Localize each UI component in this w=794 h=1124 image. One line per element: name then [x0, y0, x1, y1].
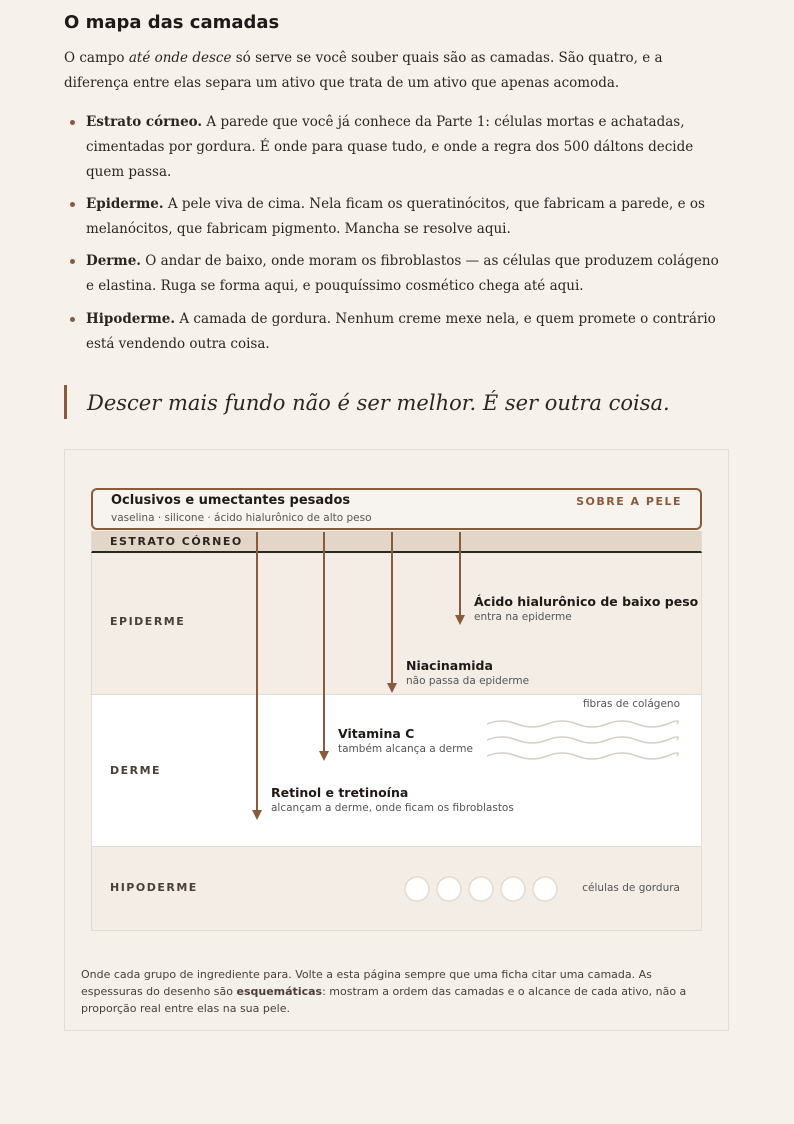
active-label-retinol [271, 785, 514, 814]
layer-label-epiderme: EPIDERME [110, 615, 186, 628]
active-name: Ácido hialurônico de baixo peso [474, 594, 699, 609]
fat-cells [405, 877, 557, 901]
list-term: Derme. [86, 253, 141, 269]
fat-cell [469, 877, 493, 901]
active-label-niacinamida [406, 658, 529, 687]
layer-label-derme: DERME [110, 764, 162, 777]
collagen-fiber [487, 753, 678, 759]
collagen-fiber [487, 737, 678, 743]
skin-layers-diagram [64, 449, 729, 1031]
layer-label-hipoderme: HIPODERME [110, 881, 198, 894]
fat-cells-label: células de gordura [582, 882, 680, 894]
surface-subtitle: vaselina · silicone · ácido hialurônico de alto peso [111, 512, 372, 524]
layer-label-corneo: ESTRATO CÓRNEO [110, 535, 243, 548]
active-label-acido-hialuronico [474, 594, 698, 623]
surface-tag: SOBRE A PELE [576, 495, 682, 508]
list-text: A pele viva de cima. Nela ficam os queratinócitos, que fabricam a parede, e os melanócitos, que fabricam pigmento. Mancha se resolve aqui. [86, 196, 705, 237]
list-text: O andar de baixo, onde moram os fibroblastos — as células que produzem colágeno e elastina. Ruga se forma aqui, e pouquíssimo cosmético chega até aqui. [86, 253, 719, 294]
active-note: entra na epiderme [474, 611, 572, 623]
intro-paragraph [64, 46, 730, 96]
caption-text-1: Onde cada grupo de ingrediente para. Volte a esta página sempre que uma ficha citar uma camada. As espessuras do desenho são [81, 968, 652, 998]
fat-cell [533, 877, 557, 901]
active-note: não passa da epiderme [406, 675, 530, 687]
intro-text-2: só serve se você souber quais são as camadas. São quatro, e a diferença entre elas separa um ativo que trata de um ativo que apenas acomoda. [64, 50, 663, 91]
active-note: também alcança a derme [338, 743, 473, 755]
list-text: A parede que você já conhece da Parte 1: células mortas e achatadas, cimentadas por gordura. É onde para quase tudo, e onde a regra dos 500 dáltons decide quem passa. [86, 114, 694, 180]
active-name: Niacinamida [406, 658, 493, 673]
active-name: Retinol e tretinoína [271, 785, 409, 800]
collagen-fiber [487, 721, 678, 727]
active-label-vitamina-c [338, 726, 473, 755]
collagen-label: fibras de colágeno [582, 698, 680, 710]
list-text: A camada de gordura. Nenhum creme mexe nela, e quem promete o contrário está vendendo outra coisa. [86, 311, 716, 352]
section-heading: O mapa das camadas [64, 12, 280, 33]
active-note: alcançam a derme, onde ficam os fibroblastos [271, 802, 514, 814]
caption-bold: esquemáticas [236, 985, 323, 998]
list-item-derme [64, 249, 730, 299]
list-term: Estrato córneo. [86, 114, 203, 130]
fat-cell [501, 877, 525, 901]
intro-text-1: O campo [64, 50, 129, 66]
intro-emphasis: até onde desce [128, 50, 232, 66]
fat-cell [437, 877, 461, 901]
figure-caption [81, 966, 713, 1017]
pull-quote: Descer mais fundo não é ser melhor. É ser outra coisa. [64, 385, 670, 419]
active-name: Vitamina C [338, 726, 415, 741]
collagen-fibers [487, 721, 678, 759]
list-item-hipoderme [64, 307, 730, 357]
list-term: Hipoderme. [86, 311, 176, 327]
surface-title: Oclusivos e umectantes pesados [111, 493, 351, 508]
caption-text-2: : mostram a ordem das camadas e o alcance de cada ativo, não a proporção real entre elas na sua pele. [81, 985, 687, 1015]
list-term: Epiderme. [86, 196, 164, 212]
fat-cell [405, 877, 429, 901]
list-item-estrato-corneo [64, 110, 730, 185]
list-item-epiderme [64, 192, 730, 242]
